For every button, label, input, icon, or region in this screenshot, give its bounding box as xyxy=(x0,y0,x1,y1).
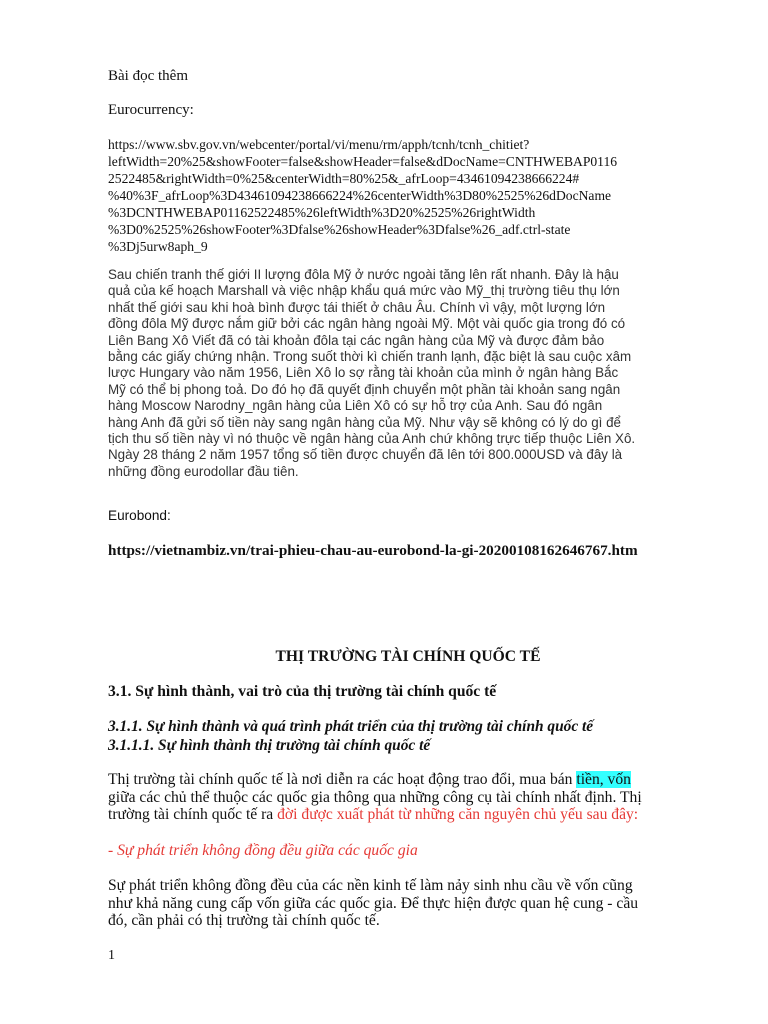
url-line[interactable]: %40%3F_afrLoop%3D43461094238666224%26centerWidth%3D80%2525%26dDocName xyxy=(108,188,612,203)
highlighted-text: tiền, vốn xyxy=(576,771,631,788)
section-heading-3-1-1-1: 3.1.1.1. Sự hình thành thị trường tài chính quốc tế xyxy=(108,737,431,754)
paragraph-line: hàng Moscow Narodny_ngân hàng của Liên Xô có sự hỗ trợ của Anh. Sau đó ngân xyxy=(108,398,603,414)
intro-line-3 xyxy=(108,806,708,824)
paragraph-line: quả của kế hoạch Marshall và việc nhập khẩu quá mức vào Mỹ_thị trường tiêu thụ lớn xyxy=(108,283,620,299)
red-text: đời được xuất phát từ những căn nguyên chủ yếu sau đây: xyxy=(277,806,639,824)
paragraph-line: Mỹ có thể bị phong toả. Do đó họ đã quyết định chuyển một phần tài khoản sang ngân xyxy=(108,381,621,397)
reading-label: Bài đọc thêm xyxy=(108,68,188,84)
paragraph-line: đồng đôla Mỹ được nắm giữ bởi các ngân hàng ngoài Mỹ. Một vài quốc gia trong đó có xyxy=(108,316,626,332)
paragraph-line: tịch thu số tiền này vì nó thuộc về ngân hàng của Anh chứ không trực tiếp thuộc Liên Xô. xyxy=(108,431,636,447)
bullet-heading: - Sự phát triển không đồng đều giữa các quốc gia xyxy=(108,842,418,859)
page-number: 1 xyxy=(108,948,115,963)
url-line[interactable]: leftWidth=20%25&showFooter=false&showHeader=false&dDocName=CNTHWEBAP0116 xyxy=(108,154,618,169)
section-heading-3-1: 3.1. Sự hình thành, vai trò của thị trường tài chính quốc tế xyxy=(108,683,497,700)
paragraph-line: bằng các giấy chứng nhận. Trong suốt thời kì chiến tranh lạnh, đặc biệt là sau cuộc xâm xyxy=(108,349,632,365)
paragraph-line: Ngày 28 tháng 2 năm 1957 tổng số tiền được chuyển đã lên tới 800.000USD và đây là xyxy=(108,447,623,463)
eurocurrency-url[interactable] xyxy=(108,136,708,255)
closing-paragraph xyxy=(108,877,708,930)
paragraph-line: hàng Anh đã gửi số tiền này sang ngân hàng của Mỹ. Như vậy sẽ không có lý do gì để xyxy=(108,414,621,430)
paragraph-line: Liên Bang Xô Viết đã có tài khoản đôla tại các ngân hàng của Mỹ và được đảm bảo xyxy=(108,332,605,348)
paragraph-line: như khả năng cung cấp vốn giữa các quốc gia. Để thực hiện được quan hệ cung - cầu xyxy=(108,894,639,912)
intro-line-1 xyxy=(108,771,708,789)
paragraph-line: Sau chiến tranh thế giới II lượng đôla Mỹ ở nước ngoài tăng lên rất nhanh. Đây là hậu xyxy=(108,267,619,282)
eurocurrency-label: Eurocurrency: xyxy=(108,102,194,118)
eurobond-url[interactable]: https://vietnambiz.vn/trai-phieu-chau-au-eurobond-la-gi-20200108162646767.htm xyxy=(108,542,638,559)
url-line[interactable]: 2522485&rightWidth=0%25&centerWidth=80%25&_afrLoop=43461094238666224# xyxy=(108,171,580,186)
paragraph-line: Sự phát triển không đồng đều của các nền kinh tế làm nảy sinh nhu cầu về vốn cũng xyxy=(108,877,633,894)
url-line[interactable]: https://www.sbv.gov.vn/webcenter/portal/vi/menu/rm/apph/tcnh/tcnh_chitiet? xyxy=(108,137,530,152)
url-line[interactable]: %3Dj5urw8aph_9 xyxy=(108,239,208,254)
section-heading-3-1-1: 3.1.1. Sự hình thành và quá trình phát triển của thị trường tài chính quốc tế xyxy=(108,718,594,735)
paragraph-line: đó, cần phải có thị trường tài chính quốc tế. xyxy=(108,912,380,930)
chapter-title: THỊ TRƯỜNG TÀI CHÍNH QUỐC TẾ xyxy=(275,648,541,665)
intro-text: Thị trường tài chính quốc tế là nơi diễn ra các hoạt động trao đổi, mua bán xyxy=(108,771,577,788)
url-line[interactable]: %3D0%2525%26showFooter%3Dfalse%26showHeader%3Dfalse%26_adf.ctrl-state xyxy=(108,222,571,237)
eurobond-label: Eurobond: xyxy=(108,508,171,523)
intro-text: trường tài chính quốc tế ra xyxy=(108,806,278,824)
intro-paragraph xyxy=(108,771,708,824)
intro-line-2: giữa các chủ thể thuộc các quốc gia thông qua những công cụ tài chính nhất định. Thị xyxy=(108,788,642,806)
paragraph-line: lược Hungary vào năm 1956, Liên Xô lo sợ rằng tài khoản của mình ở ngân hàng Bắc xyxy=(108,365,619,381)
history-paragraph xyxy=(108,267,708,480)
url-line[interactable]: %3DCNTHWEBAP01162522485%26leftWidth%3D20%2525%26rightWidth xyxy=(108,205,536,220)
paragraph-line: những đồng eurodollar đầu tiên. xyxy=(108,463,299,479)
paragraph-line: nhất thế giới sau khi hoà bình được tái thiết ở châu Âu. Chính vì vậy, một lượng lớn xyxy=(108,299,606,315)
